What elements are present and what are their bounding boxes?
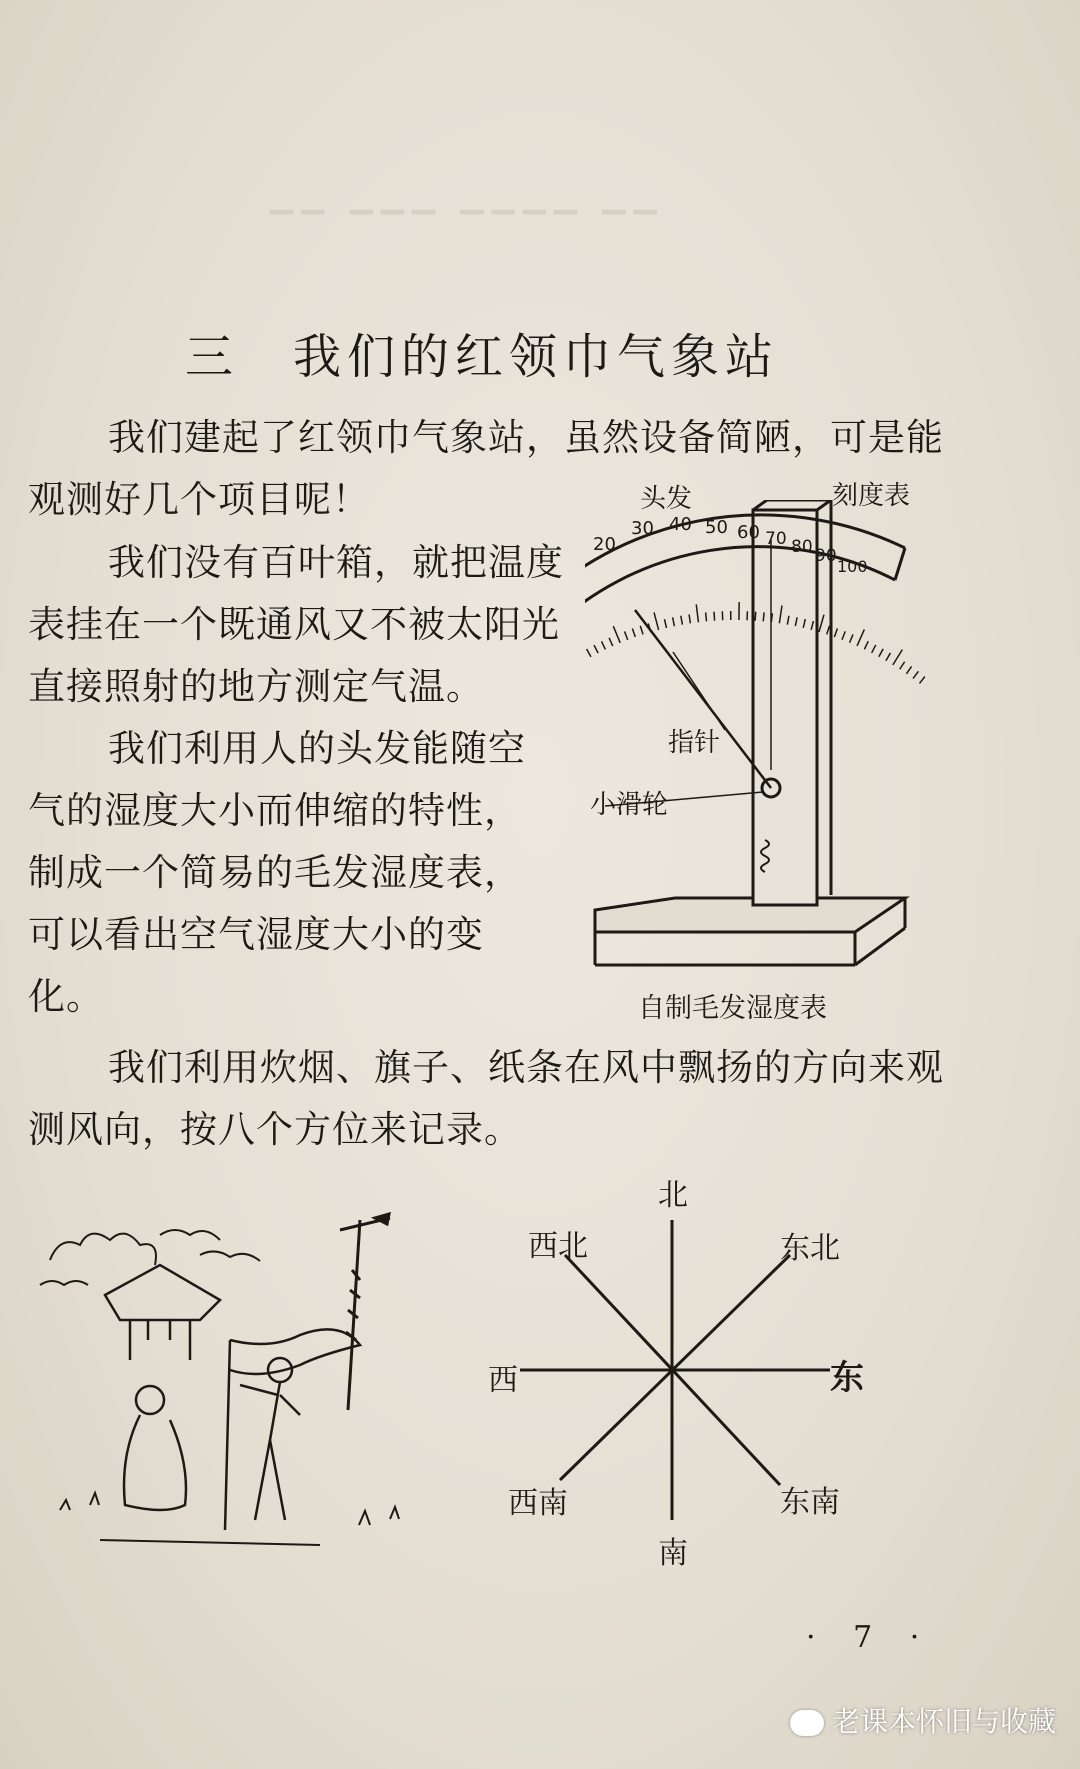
scale-tick-label: 80 (791, 537, 813, 557)
label-hair: 头发 (640, 484, 693, 514)
scale-tick-label: 50 (705, 517, 728, 538)
scale-tick-labels (585, 514, 868, 635)
watermark-text: 老课本怀旧与收藏 (832, 1705, 1057, 1738)
scale-tick-mark (681, 616, 683, 625)
section-title-text: 我们的红领巾气象站 (293, 329, 780, 385)
scale-tick-label: 90 (815, 546, 837, 566)
compass-label-northeast: 东北 (780, 1231, 840, 1266)
scale-tick-mark (842, 631, 845, 639)
scale-tick-label: 60 (737, 522, 760, 543)
scale-tick-mark (609, 638, 613, 646)
bleed-through-mark: ▁▁ ▁▁▁ ▁▁▁▁ ▁▁ (270, 180, 665, 215)
child-sitting (124, 1386, 186, 1510)
ground-grass (60, 1493, 399, 1545)
scale-tick-mark (625, 631, 628, 639)
scale-tick-mark (755, 612, 756, 621)
scale-tick-mark (827, 626, 830, 635)
section-title (185, 318, 779, 387)
hygrometer-post (753, 510, 817, 905)
section-number: 三 (185, 329, 240, 385)
paragraph-wind-direction: 我们利用炊烟、旗子、纸条在风中飘扬的方向来观测风向，按八个方位来记录。 (28, 1046, 944, 1151)
scale-tick-mark (900, 662, 905, 670)
scale-tick-mark (834, 628, 837, 636)
compass-label-southwest: 西南 (508, 1486, 568, 1521)
scale-tick-label: 70 (765, 529, 787, 549)
scale-tick-mark (714, 612, 715, 621)
page-number: · 7 · (806, 1620, 934, 1655)
hair-hygrometer-illustration (585, 500, 925, 970)
scale-tick-mark (763, 612, 764, 621)
scale-tick-mark (864, 641, 868, 649)
hygrometer-base (595, 898, 905, 932)
scale-tick-mark (919, 676, 925, 683)
scale-tick-mark (689, 614, 690, 623)
compass-label-north: 北 (658, 1178, 688, 1213)
scale-tick-mark (640, 626, 643, 635)
label-pointer: 指针 (668, 728, 721, 758)
scale-tick-mark (886, 653, 891, 661)
label-scale: 刻度表 (832, 481, 911, 511)
chat-bubble-icon (790, 1710, 824, 1736)
flag (225, 1329, 360, 1530)
scale-tick-mark (673, 617, 675, 626)
scale-tick-mark (594, 645, 598, 653)
scale-tick-label: 100 (837, 557, 868, 576)
scale-tick-mark (879, 649, 883, 657)
paragraph-intro: 我们建起了红领巾气象站，虽然设备简陋，可是能观测好几个项目呢！ (28, 416, 944, 521)
label-pulley: 小滑轮 (590, 790, 669, 820)
compass-label-southeast: 东南 (780, 1485, 840, 1520)
scale-tick-mark (819, 615, 824, 632)
paragraph-hygrometer: 我们利用人的头发能随空气的湿度大小而伸缩的特性，制成一个简易的毛发湿度表，可以看出空气湿度大小的变化。 (28, 727, 526, 1018)
house (105, 1265, 220, 1360)
scale-tick-mark (706, 612, 707, 621)
child-standing (240, 1358, 300, 1520)
paragraph-thermometer: 我们没有百叶箱，就把温度表挂在一个既通风又不被太阳光直接照射的地方测定气温。 (28, 541, 564, 708)
scale-tick-mark (664, 619, 666, 628)
compass-label-east: 东 (830, 1358, 864, 1398)
scale-tick-mark (613, 626, 620, 643)
compass-label-west: 西 (488, 1363, 518, 1398)
scale-tick-mark (906, 666, 911, 673)
compass-label-northwest: 西北 (528, 1229, 588, 1264)
scale-tick-mark (696, 604, 698, 622)
tree-foliage (40, 1230, 260, 1285)
scale-tick-mark (587, 649, 591, 657)
compass-label-south: 南 (658, 1536, 688, 1571)
pointer-needle (635, 610, 771, 788)
scale-tick-mark (913, 671, 918, 678)
figure-caption: 自制毛发湿度表 (638, 993, 827, 1024)
scale-tick-mark (850, 634, 853, 642)
children-observing-wind-illustration (30, 1210, 440, 1560)
scale-tick-label: 40 (669, 514, 692, 535)
scale-tick-mark (872, 645, 876, 653)
watermark (790, 1700, 1056, 1740)
wind-vane-pole (340, 1214, 390, 1410)
scale-tick-mark (857, 629, 864, 645)
scale-tick-mark (601, 641, 605, 649)
scale-tick-mark (893, 650, 902, 665)
scale-tick-label: 20 (593, 534, 616, 555)
scale-tick-mark (654, 612, 659, 629)
scale-tick-mark (632, 629, 635, 637)
scale-tick-label: 30 (631, 518, 654, 539)
